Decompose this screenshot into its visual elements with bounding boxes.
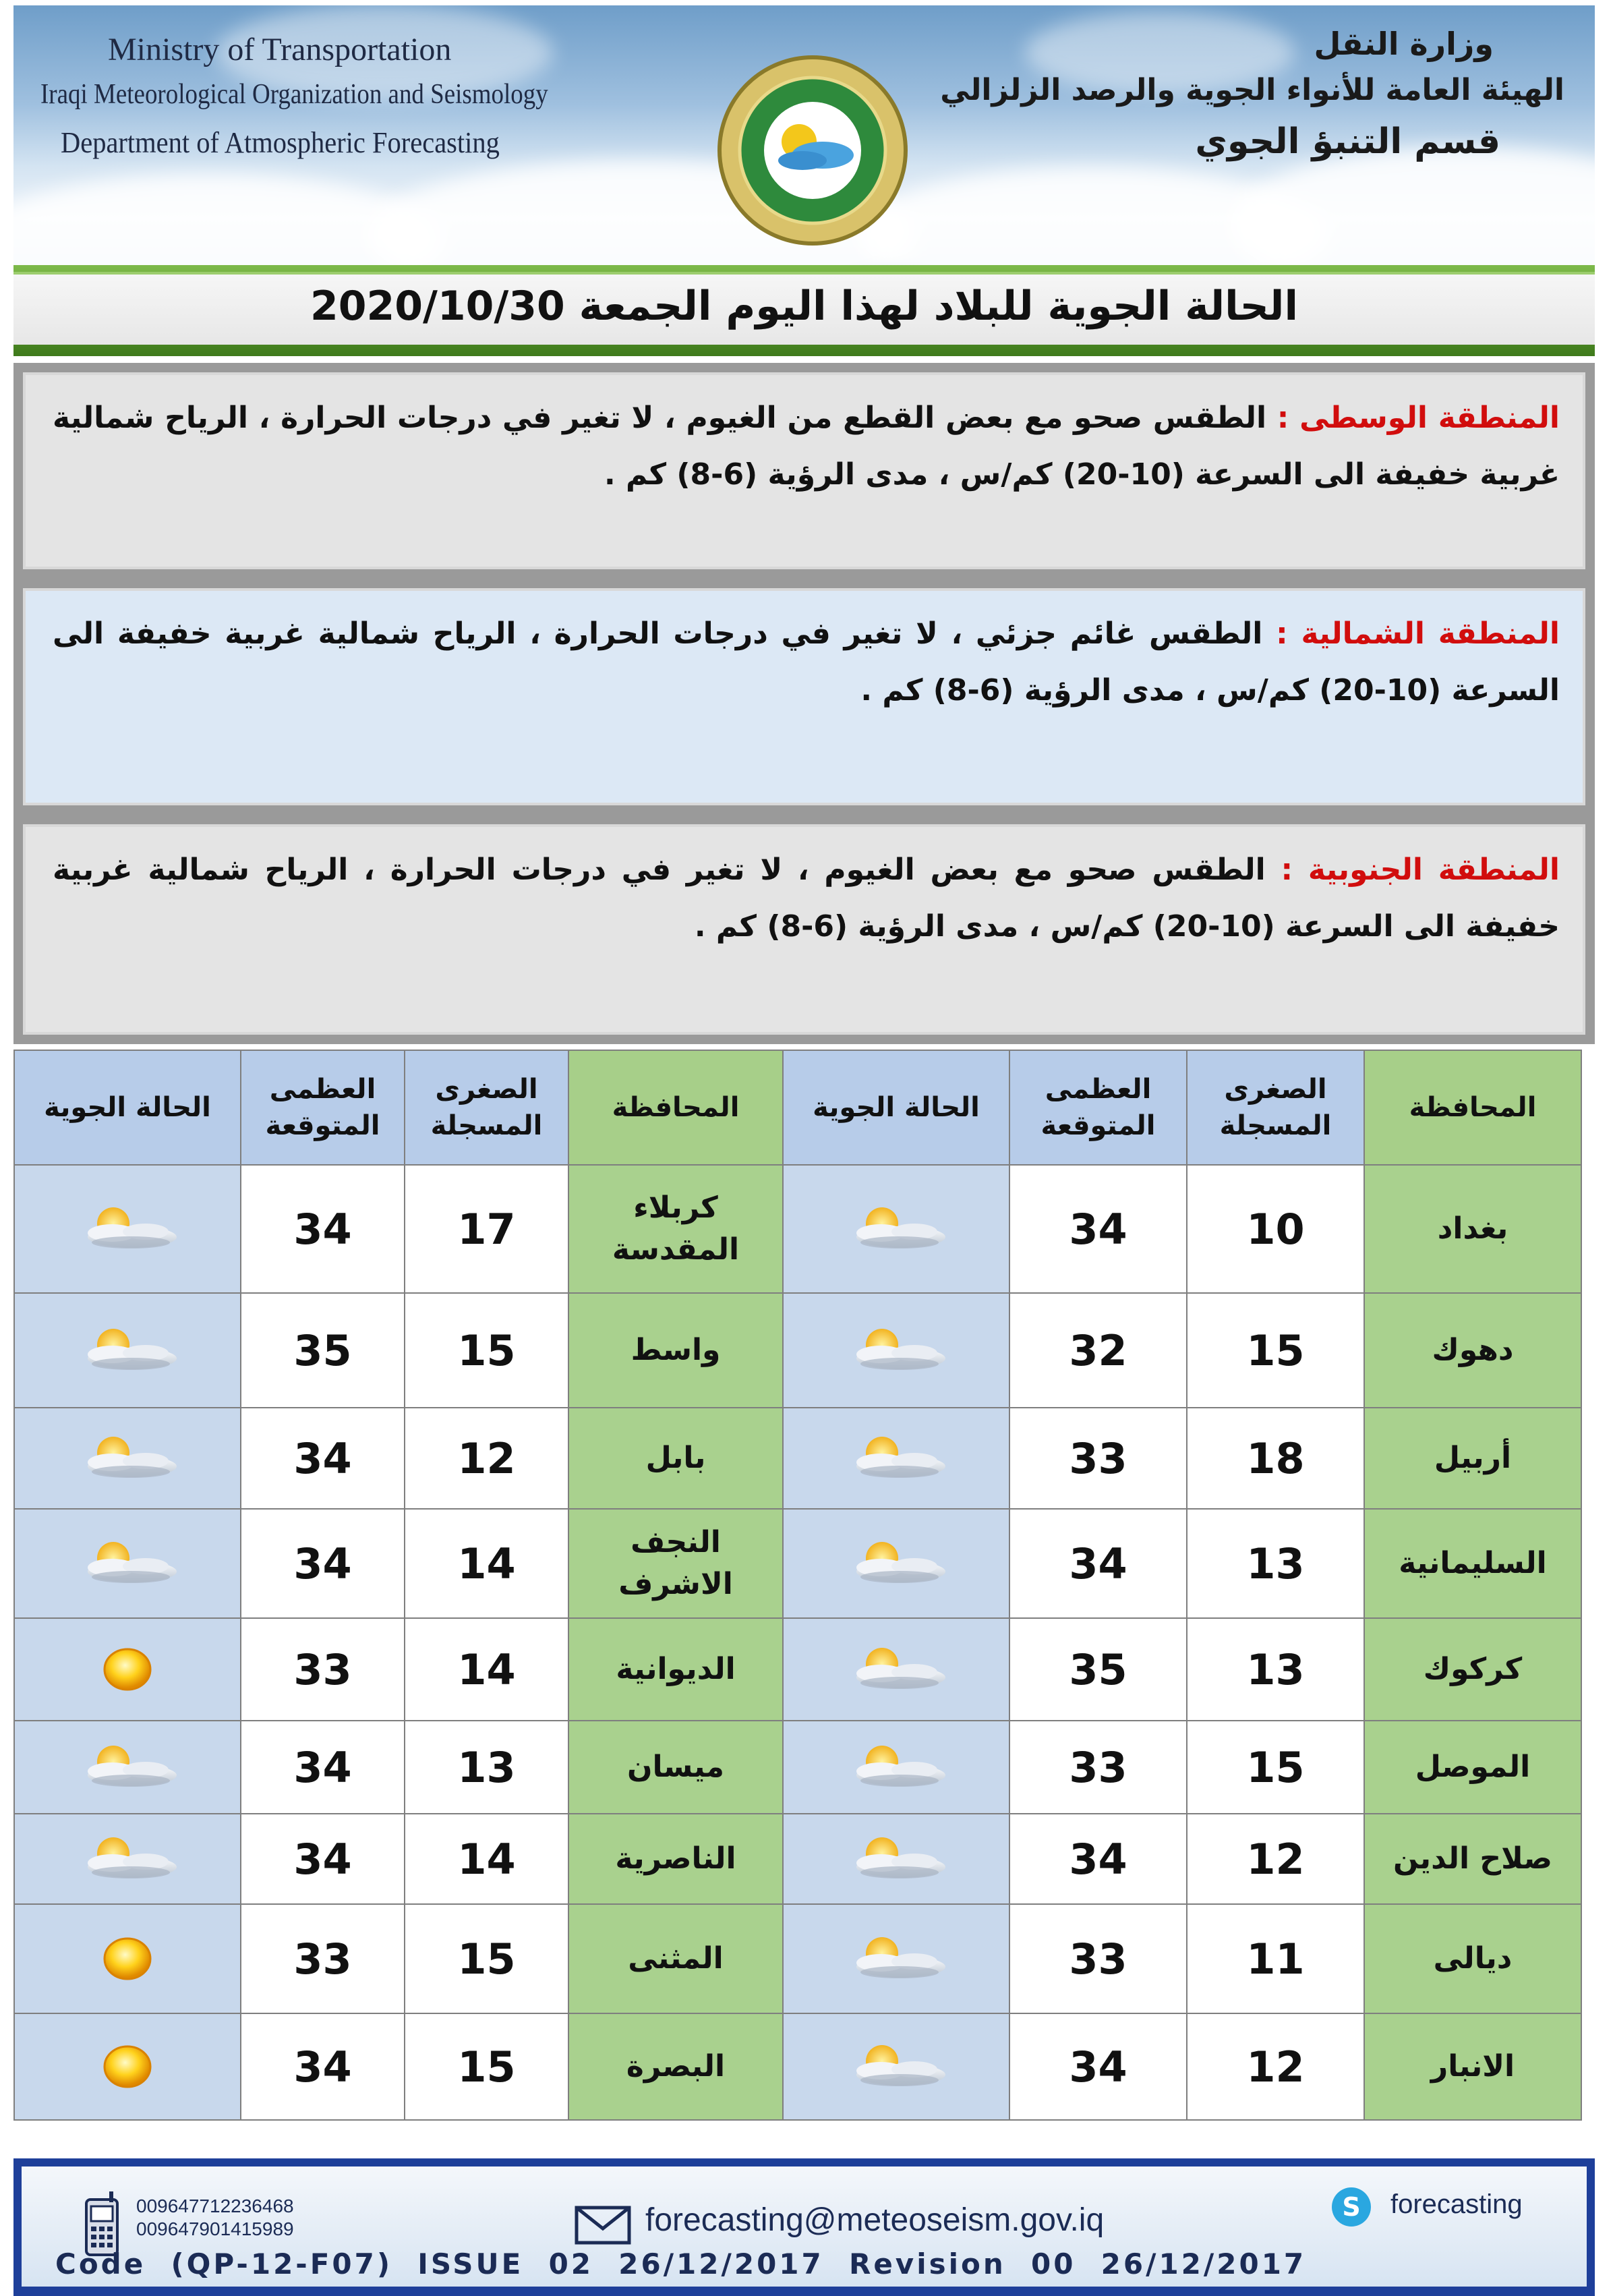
header-max: العظمى المتوقعة: [241, 1050, 405, 1165]
min-temp-cell: 13: [1187, 1618, 1364, 1721]
table-row: [14, 1721, 1581, 1814]
sun-cloud-icon: [839, 2040, 954, 2094]
province-cell: أربيل: [1364, 1408, 1581, 1509]
condition-cell: [14, 1509, 241, 1618]
max-temp-cell: 34: [1009, 1165, 1187, 1293]
province-cell: الديوانية: [568, 1618, 783, 1721]
region-name: المنطقة الوسطى: [1299, 401, 1560, 435]
sun-cloud-icon: [70, 1832, 185, 1886]
condition-cell: [783, 1721, 1009, 1814]
region-box-central: [13, 363, 1595, 579]
condition-cell: [14, 1904, 241, 2013]
min-temp-cell: 11: [1187, 1904, 1364, 2013]
max-temp-cell: 35: [241, 1293, 405, 1408]
min-temp-cell: 15: [405, 1904, 568, 2013]
min-temp-cell: 15: [1187, 1293, 1364, 1408]
max-temp-cell: 35: [1009, 1618, 1187, 1721]
sun-icon: [90, 1639, 165, 1700]
email-link[interactable]: forecasting@meteoseism.gov.iq: [645, 2202, 1105, 2238]
title-bar: [13, 265, 1595, 356]
province-cell: الناصرية: [568, 1814, 783, 1904]
province-cell: ديالى: [1364, 1904, 1581, 2013]
min-temp-cell: 15: [405, 2013, 568, 2120]
sun-cloud-icon: [839, 1642, 954, 1696]
region-forecast-northern: المنطقة الشمالية : الطقس غائم جزئي ، لا تغير في درجات الحرارة ، الرياح شمالية غربية خفيفة الى السرعة (10-20) كم/س ، مدى الرؤية (6-8) كم .: [53, 616, 1560, 708]
condition-cell: [783, 1814, 1009, 1904]
sun-cloud-icon: [839, 1537, 954, 1590]
region-description: الطقس غائم جزئي ، لا تغير في درجات الحرارة ، الرياح شمالية غربية خفيفة الى السرعة (10-20) كم/س ، مدى الرؤية (6-8) كم .: [53, 616, 1560, 708]
province-cell: المثنى: [568, 1904, 783, 2013]
min-temp-cell: 14: [405, 1814, 568, 1904]
sun-cloud-icon: [839, 1431, 954, 1485]
organization-name-en: Iraqi Meteorological Organization and Seismology: [40, 79, 548, 110]
max-temp-cell: 34: [241, 1721, 405, 1814]
province-cell: واسط: [568, 1293, 783, 1408]
sun-cloud-icon: [70, 1537, 185, 1590]
table-row: [14, 2013, 1581, 2120]
condition-cell: [783, 2013, 1009, 2120]
province-cell: الموصل: [1364, 1721, 1581, 1814]
region-description: الطقس صحو مع بعض القطع من الغيوم ، لا تغير في درجات الحرارة ، الرياح شمالية غربية خفيفة الى السرعة (10-20) كم/س ، مدى الرؤية (6-8) كم .: [53, 401, 1560, 492]
province-cell: بغداد: [1364, 1165, 1581, 1293]
condition-cell: [14, 1293, 241, 1408]
province-cell: السليمانية: [1364, 1509, 1581, 1618]
phone-number-1[interactable]: 009647712236468: [136, 2195, 294, 2216]
table-row: [14, 1904, 1581, 2013]
min-temp-cell: 14: [405, 1509, 568, 1618]
department-name-ar: قسم التنبؤ الجوي: [1195, 121, 1500, 162]
min-temp-cell: 15: [405, 1293, 568, 1408]
svg-text:S: S: [1342, 2192, 1361, 2222]
max-temp-cell: 33: [1009, 1721, 1187, 1814]
max-temp-cell: 34: [241, 1408, 405, 1509]
table-row: [14, 1293, 1581, 1408]
table-row: [14, 1814, 1581, 1904]
min-temp-cell: 12: [405, 1408, 568, 1509]
phone-numbers: [136, 2195, 294, 2241]
table-row: [14, 1509, 1581, 1618]
province-cell: كربلاء المقدسة: [568, 1165, 783, 1293]
organization-name-ar: الهيئة العامة للأنواء الجوية والرصد الزلزالي: [940, 73, 1564, 107]
province-cell: ميسان: [568, 1721, 783, 1814]
header-province: المحافظة: [1364, 1050, 1581, 1165]
condition-cell: [783, 1904, 1009, 2013]
condition-cell: [783, 1408, 1009, 1509]
condition-cell: [14, 1408, 241, 1509]
province-cell: بابل: [568, 1408, 783, 1509]
sun-icon: [90, 1928, 165, 1989]
province-cell: النجف الاشرف: [568, 1509, 783, 1618]
header-min: الصغرى المسجلة: [405, 1050, 568, 1165]
condition-cell: [14, 1814, 241, 1904]
province-cell: دهوك: [1364, 1293, 1581, 1408]
max-temp-cell: 34: [241, 1165, 405, 1293]
max-temp-cell: 34: [241, 2013, 405, 2120]
min-temp-cell: 13: [405, 1721, 568, 1814]
sun-cloud-icon: [839, 1740, 954, 1794]
condition-cell: [783, 1618, 1009, 1721]
province-cell: كركوك: [1364, 1618, 1581, 1721]
region-name: المنطقة الجنوبية: [1308, 853, 1560, 887]
max-temp-cell: 33: [241, 1904, 405, 2013]
header-condition: الحالة الجوية: [14, 1050, 241, 1165]
max-temp-cell: 34: [1009, 1509, 1187, 1618]
min-temp-cell: 17: [405, 1165, 568, 1293]
document-code: Code (QP-12-F07) ISSUE 02 26/12/2017 Revision 00 26/12/2017: [55, 2247, 1307, 2280]
province-cell: البصرة: [568, 2013, 783, 2120]
phone-number-2[interactable]: 009647901415989: [136, 2218, 294, 2239]
min-temp-cell: 10: [1187, 1165, 1364, 1293]
condition-cell: [783, 1165, 1009, 1293]
table-row: [14, 1618, 1581, 1721]
sun-cloud-icon: [70, 1431, 185, 1485]
sun-cloud-icon: [839, 1932, 954, 1986]
region-name: المنطقة الشمالية: [1301, 616, 1560, 651]
max-temp-cell: 34: [1009, 1814, 1187, 1904]
header-condition: الحالة الجوية: [783, 1050, 1009, 1165]
max-temp-cell: 32: [1009, 1293, 1187, 1408]
sun-icon: [90, 2036, 165, 2097]
footer: [13, 2158, 1595, 2296]
department-name-en: Department of Atmospheric Forecasting: [61, 126, 500, 159]
min-temp-cell: 15: [1187, 1721, 1364, 1814]
header-province: المحافظة: [568, 1050, 783, 1165]
min-temp-cell: 18: [1187, 1408, 1364, 1509]
sun-cloud-icon: [839, 1323, 954, 1377]
max-temp-cell: 33: [241, 1618, 405, 1721]
sun-cloud-icon: [70, 1323, 185, 1377]
max-temp-cell: 33: [1009, 1904, 1187, 2013]
region-forecast-central: المنطقة الوسطى : الطقس صحو مع بعض القطع من الغيوم ، لا تغير في درجات الحرارة ، الرياح شمالية غربية خفيفة الى السرعة (10-20) كم/س ، مدى الرؤية (6-8) كم .: [53, 401, 1560, 492]
sun-cloud-icon: [70, 1202, 185, 1256]
region-description: الطقس صحو مع بعض الغيوم ، لا تغير في درجات الحرارة ، الرياح شمالية غربية خفيفة الى السرعة (10-20) كم/س ، مدى الرؤية (6-8) كم .: [53, 853, 1560, 944]
sun-cloud-icon: [839, 1832, 954, 1886]
skype-handle[interactable]: forecasting: [1390, 2189, 1523, 2219]
max-temp-cell: 34: [241, 1509, 405, 1618]
skype-icon: [1330, 2185, 1373, 2229]
email-icon: [575, 2206, 631, 2245]
table-row: [14, 1408, 1581, 1509]
condition-cell: [783, 1509, 1009, 1618]
region-box-southern: [13, 815, 1595, 1044]
table-header-row: [14, 1050, 1581, 1165]
condition-cell: [14, 2013, 241, 2120]
temperature-table: [13, 1050, 1582, 2121]
region-box-northern: [13, 579, 1595, 815]
min-temp-cell: 13: [1187, 1509, 1364, 1618]
condition-cell: [14, 1618, 241, 1721]
condition-cell: [14, 1165, 241, 1293]
ministry-name-en: Ministry of Transportation: [108, 32, 452, 67]
max-temp-cell: 34: [1009, 2013, 1187, 2120]
header-banner: [13, 5, 1595, 265]
min-temp-cell: 12: [1187, 2013, 1364, 2120]
province-cell: الانبار: [1364, 2013, 1581, 2120]
max-temp-cell: 34: [241, 1814, 405, 1904]
header-max: العظمى المتوقعة: [1009, 1050, 1187, 1165]
province-cell: صلاح الدين: [1364, 1814, 1581, 1904]
condition-cell: [783, 1293, 1009, 1408]
table-row: [14, 1165, 1581, 1293]
organization-logo: [715, 53, 910, 248]
max-temp-cell: 33: [1009, 1408, 1187, 1509]
min-temp-cell: 14: [405, 1618, 568, 1721]
sun-cloud-icon: [839, 1202, 954, 1256]
region-forecast-southern: المنطقة الجنوبية : الطقس صحو مع بعض الغيوم ، لا تغير في درجات الحرارة ، الرياح شمالية غربية خفيفة الى السرعة (10-20) كم/س ، مدى الرؤية (6-8) كم .: [53, 853, 1560, 944]
header-min: الصغرى المسجلة: [1187, 1050, 1364, 1165]
page-title: الحالة الجوية للبلاد لهذا اليوم الجمعة 2020/10/30: [310, 283, 1299, 330]
ministry-name-ar: وزارة النقل: [1314, 26, 1494, 62]
condition-cell: [14, 1721, 241, 1814]
min-temp-cell: 12: [1187, 1814, 1364, 1904]
sun-cloud-icon: [70, 1740, 185, 1794]
